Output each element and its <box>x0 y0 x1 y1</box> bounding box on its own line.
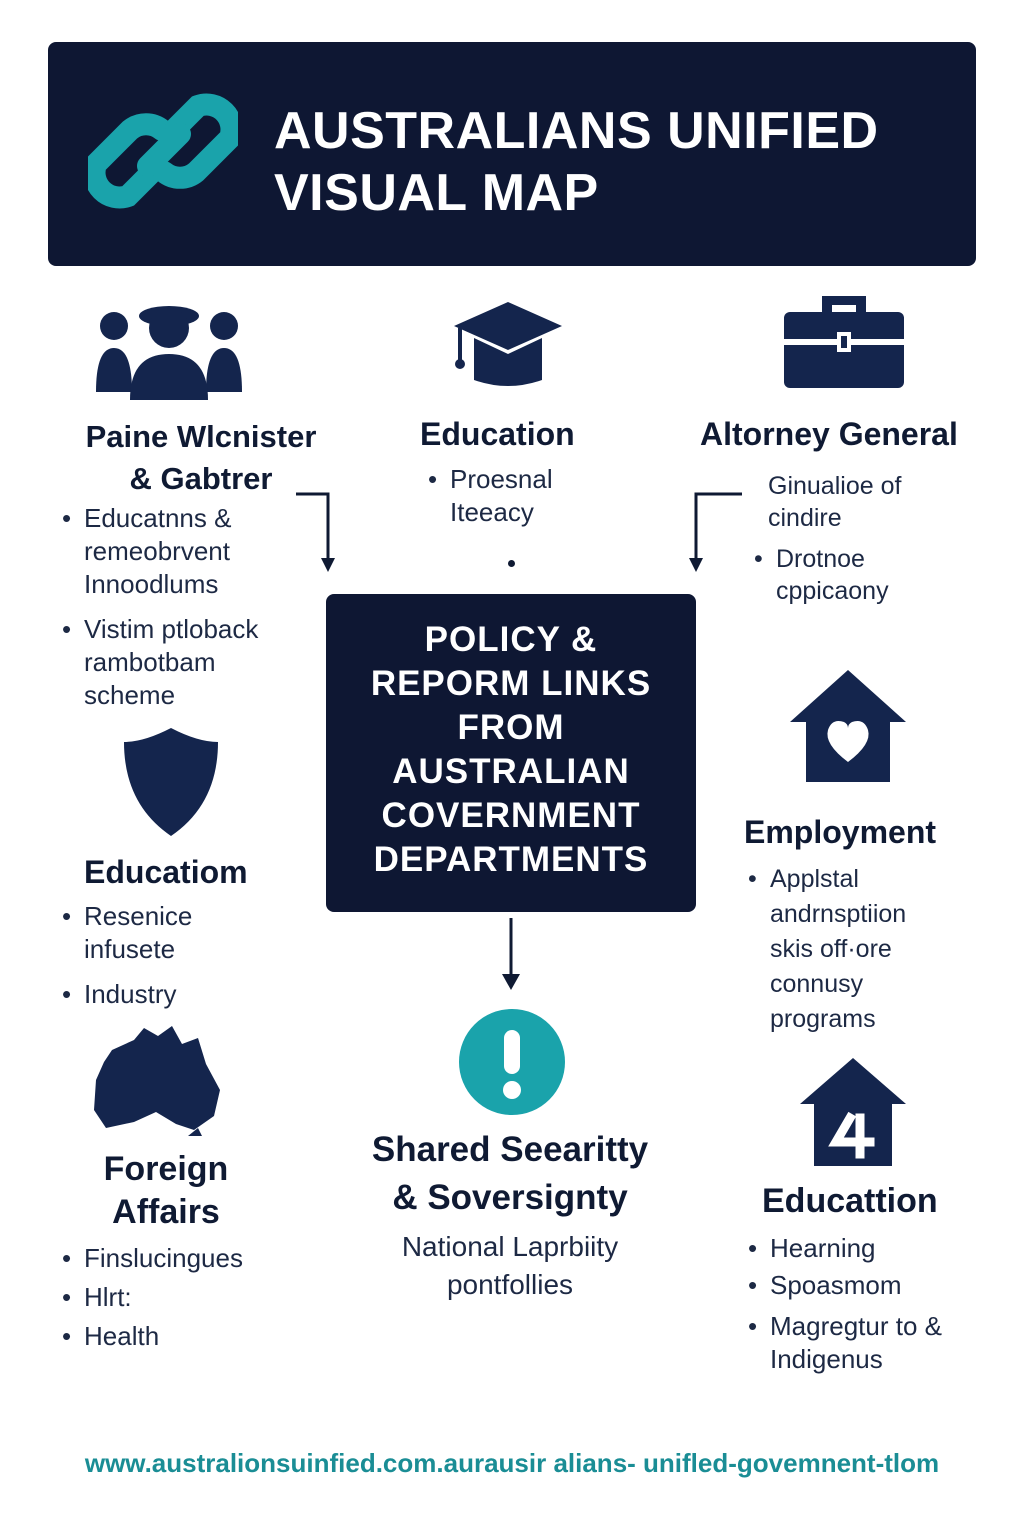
shield-icon <box>122 726 220 838</box>
chain-link-icon <box>88 76 238 226</box>
foreign-affairs-heading: Foreign Affairs <box>103 1150 229 1231</box>
foreign-affairs-list <box>62 1242 312 1359</box>
home-four-icon <box>798 1054 908 1168</box>
education-heading-bottom: Educattion <box>762 1182 938 1220</box>
prime-minister-heading: Paine Wlcnister & Gabtrer <box>85 419 317 496</box>
education-bottom-list <box>748 1232 988 1388</box>
list-item: • Hlrt: <box>62 1281 312 1314</box>
alert-circle-icon <box>458 1008 566 1116</box>
home-heart-icon <box>786 666 910 784</box>
arrow-to-shared-security <box>496 914 526 994</box>
attorney-general-list <box>754 543 954 619</box>
footer-url[interactable]: www.australionsuinfied.com.aurausir alians- unifled-govemnent-tlom <box>84 1448 940 1478</box>
education-heading-top: Education <box>420 416 575 452</box>
employment-list <box>748 862 948 1049</box>
page-title <box>274 100 954 224</box>
shared-security-subtitle: National Laprbiity pontfollies <box>401 1231 619 1300</box>
title-line-1: AUSTRALIANS UNIFIED <box>274 102 879 160</box>
list-item: • Health <box>62 1320 312 1353</box>
list-item: • Proesnal Iteeacy <box>428 463 628 529</box>
australia-map-icon <box>90 1024 222 1136</box>
arrow-from-prime-minister <box>290 488 340 578</box>
central-policy-text: POLICY & REPORM LINKS FROM AUSTRALIAN COVERNMENT DEPARTMENTS <box>370 620 652 879</box>
people-group-icon <box>94 296 244 400</box>
education-mid-list <box>62 900 282 1023</box>
list-item: • Drotnoe cppicaony <box>754 543 954 607</box>
title-line-2: VISUAL MAP <box>274 164 599 222</box>
list-item: • Resenice infusete <box>62 900 282 966</box>
briefcase-icon <box>782 292 906 390</box>
attorney-general-heading: Altorney General <box>700 416 958 452</box>
attorney-general-intro: Ginualioe of cindire <box>768 472 902 532</box>
list-item: • Finslucingues <box>62 1242 312 1275</box>
education-top-list <box>428 463 628 541</box>
list-item: • Industry <box>62 978 282 1011</box>
list-item: • Educatnns & remeobrvent Innoodlums <box>62 502 302 601</box>
education-heading-mid: Educatiom <box>84 854 248 890</box>
dot-marker <box>508 560 515 567</box>
arrow-from-attorney-general <box>682 488 752 578</box>
list-item: • Magregtur to & Indigenus <box>748 1310 988 1376</box>
list-item: • Hearning <box>748 1232 988 1265</box>
header-banner <box>48 42 976 266</box>
list-item: • Vistim ptloback rambotbam scheme <box>62 613 302 712</box>
list-item: • Spoasmom <box>748 1269 988 1302</box>
shared-security-heading: Shared Seearitty & Soversignty <box>371 1130 649 1217</box>
central-policy-box <box>326 594 696 912</box>
employment-heading: Employment <box>744 814 937 850</box>
list-item: • Applstal andrnsptiion skis off·ore connusy programs <box>748 862 948 1037</box>
prime-minister-list <box>62 502 302 724</box>
graduation-cap-icon <box>452 300 564 386</box>
